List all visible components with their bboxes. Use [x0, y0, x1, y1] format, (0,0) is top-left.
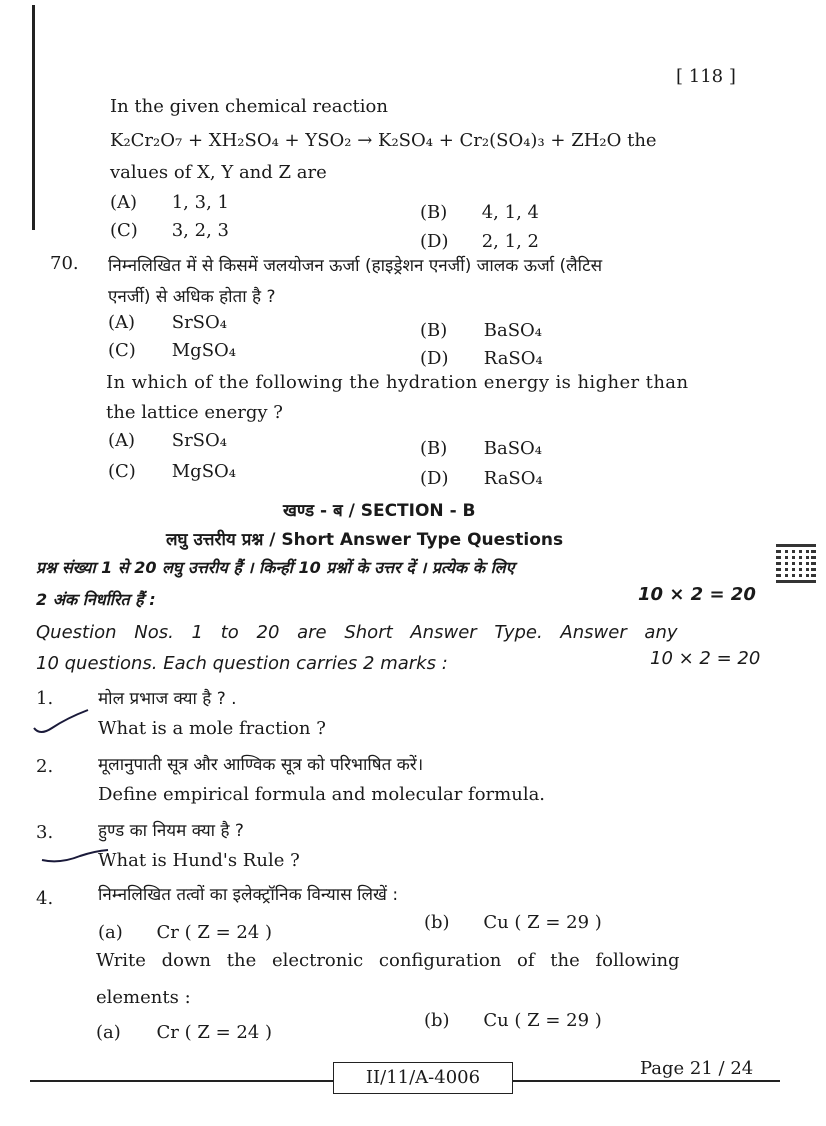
- option-value: BaSO₄: [483, 438, 542, 459]
- instruction-hindi-line2: 2 अंक निर्धारित हैं :: [36, 590, 156, 609]
- option-value: 3, 2, 3: [171, 220, 229, 241]
- instruction-english-line2: 10 questions. Each question carries 2 marks :: [36, 653, 448, 674]
- q3-hindi: हुण्ड का नियम क्या है ?: [98, 821, 244, 841]
- option-label: (C): [108, 461, 136, 482]
- option-value: RaSO₄: [483, 348, 543, 369]
- option-value: BaSO₄: [483, 320, 542, 341]
- option-label: (C): [110, 220, 138, 241]
- section-title: खण्ड - ब / SECTION - B: [283, 501, 476, 521]
- q4-hindi: निम्नलिखित तत्वों का इलेक्ट्रॉनिक विन्यास लिखें :: [98, 885, 399, 905]
- option-value: 1, 3, 1: [171, 192, 229, 213]
- marks-hindi: 10 × 2 = 20: [638, 584, 756, 605]
- option-value: MgSO₄: [171, 340, 236, 361]
- q4-option-b2: [424, 1010, 602, 1031]
- q1-hindi: मोल प्रभाज क्या है ? .: [98, 689, 237, 709]
- q69-option-a: [110, 192, 229, 213]
- option-label: (b): [424, 912, 450, 933]
- q69-tail: values of X, Y and Z are: [110, 162, 327, 183]
- q4-option-a: [98, 922, 272, 943]
- q2-number: 2.: [36, 756, 54, 777]
- q70-en-option-b: [420, 438, 542, 459]
- option-label: (B): [420, 202, 448, 223]
- option-value: Cr ( Z = 24 ): [156, 1022, 273, 1043]
- paper-code: II/11/A-4006: [333, 1062, 513, 1094]
- q3-english: What is Hund's Rule ?: [98, 850, 300, 871]
- option-label: (A): [108, 312, 136, 333]
- option-label: (D): [420, 468, 449, 489]
- q69-equation: K₂Cr₂O₇ + XH₂SO₄ + YSO₂ → K₂SO₄ + Cr₂(SO₄)₃ + ZH₂O the: [110, 130, 657, 151]
- q4-english-line2: elements :: [96, 987, 191, 1008]
- section-subtitle: लघु उत्तरीय प्रश्न / Short Answer Type Questions: [166, 530, 564, 550]
- q70-english-line1: In which of the following the hydration energy is higher than: [106, 372, 689, 393]
- q69-option-c: [110, 220, 229, 241]
- option-label: (b): [424, 1010, 450, 1031]
- q70-hi-option-a: [108, 312, 227, 333]
- checkmark-icon: [32, 706, 92, 736]
- instruction-english-line1: Question Nos. 1 to 20 are Short Answer Type. Answer any: [36, 622, 678, 643]
- option-label: (A): [110, 192, 138, 213]
- q69-intro: In the given chemical reaction: [110, 96, 388, 117]
- instruction-hindi-line1: प्रश्न संख्या 1 से 20 लघु उत्तरीय हैं । किन्हीं 10 प्रश्नों के उत्तर दें । प्रत्येक के लिए: [36, 558, 515, 577]
- q70-english-line2: the lattice energy ?: [106, 402, 283, 423]
- option-value: Cr ( Z = 24 ): [156, 922, 273, 943]
- option-value: 4, 1, 4: [481, 202, 539, 223]
- q70-hi-option-b: [420, 320, 542, 341]
- q4-option-b: [424, 912, 602, 933]
- q69-option-d: [420, 231, 539, 252]
- option-label: (B): [420, 320, 448, 341]
- q2-hindi: मूलानुपाती सूत्र और आण्विक सूत्र को परिभाषित करें।: [98, 755, 424, 775]
- option-label: (D): [420, 348, 449, 369]
- option-label: (D): [420, 231, 449, 252]
- q70-hindi-line1: निम्नलिखित में से किसमें जलयोजन ऊर्जा (हाइड्रेशन एनर्जी) जालक ऊर्जा (लैटिस: [108, 256, 603, 276]
- q3-number: 3.: [36, 822, 54, 843]
- q4-option-a2: [96, 1022, 272, 1043]
- option-value: RaSO₄: [483, 468, 543, 489]
- q4-number: 4.: [36, 888, 54, 909]
- option-label: (B): [420, 438, 448, 459]
- qr-code-icon: [776, 543, 816, 583]
- q70-en-option-d: [420, 468, 543, 489]
- marks-english: 10 × 2 = 20: [650, 648, 761, 669]
- option-value: SrSO₄: [171, 430, 227, 451]
- option-label: (a): [98, 922, 123, 943]
- q70-number: 70.: [50, 253, 79, 274]
- q70-hindi-line2: एनर्जी) से अधिक होता है ?: [108, 287, 276, 307]
- scan-margin-line: [32, 5, 35, 230]
- page-code: [ 118 ]: [676, 66, 736, 87]
- q4-english-line1: Write down the electronic configuration of the following: [96, 950, 680, 971]
- option-label: (C): [108, 340, 136, 361]
- option-value: Cu ( Z = 29 ): [483, 912, 602, 933]
- page-number: Page 21 / 24: [640, 1058, 754, 1079]
- q1-english: What is a mole fraction ?: [98, 718, 326, 739]
- q70-en-option-c: [108, 461, 236, 482]
- q2-english: Define empirical formula and molecular formula.: [98, 784, 546, 805]
- option-label: (A): [108, 430, 136, 451]
- option-value: SrSO₄: [171, 312, 227, 333]
- option-label: (a): [96, 1022, 121, 1043]
- q70-en-option-a: [108, 430, 227, 451]
- option-value: MgSO₄: [171, 461, 236, 482]
- option-value: 2, 1, 2: [481, 231, 539, 252]
- q70-hi-option-d: [420, 348, 543, 369]
- q70-hi-option-c: [108, 340, 236, 361]
- q69-option-b: [420, 202, 539, 223]
- option-value: Cu ( Z = 29 ): [483, 1010, 602, 1031]
- q1-number: 1.: [36, 688, 54, 709]
